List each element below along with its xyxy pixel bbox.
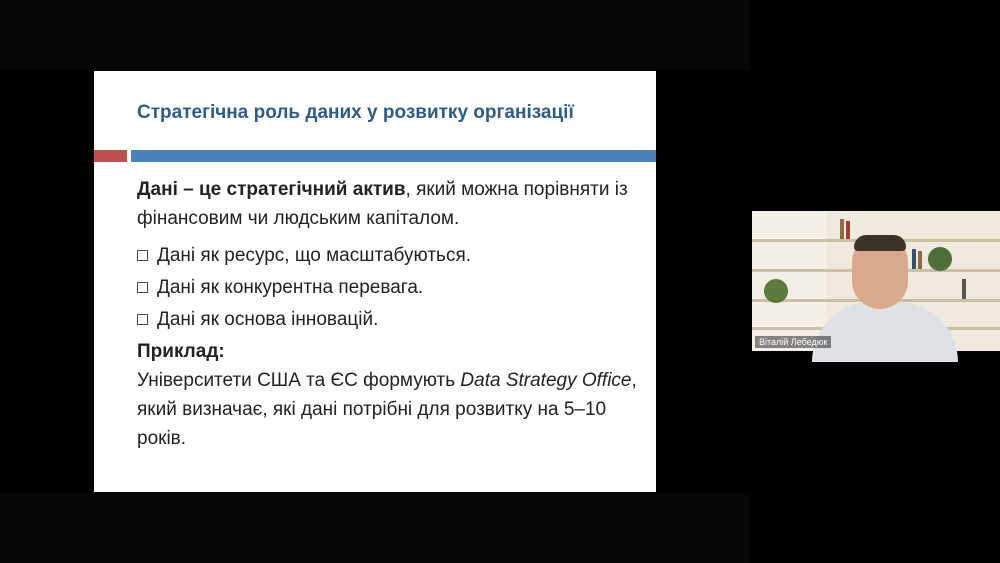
bullet-list (137, 239, 647, 335)
participant-hair (854, 235, 906, 251)
slide-title: Стратегічна роль даних у розвитку організації (137, 102, 574, 123)
example-paragraph (137, 366, 647, 453)
plant (764, 279, 788, 303)
square-bullet-icon (137, 314, 148, 325)
title-accent-bar-blue (131, 150, 656, 162)
intro-rest-text: , який можна порівняти із фінансовим чи людським капіталом. (137, 179, 628, 229)
book (912, 249, 916, 269)
bullet-item (137, 271, 647, 303)
intro-paragraph (137, 175, 647, 233)
participant-name-label: Віталій Лебедюк (755, 336, 831, 348)
example-label: Приклад: (137, 341, 225, 362)
intro-strong-text: Дані – це стратегічний актив (137, 179, 406, 200)
book (962, 279, 966, 299)
example-text-after: , який визначає, які дані потрібні для розвитку на 5–10 років. (137, 370, 637, 449)
square-bullet-icon (137, 282, 148, 293)
book (840, 219, 844, 239)
example-italic-term: Data Strategy Office (460, 370, 632, 391)
bullet-text: Дані як ресурс, що масштабуються. (157, 244, 472, 266)
book (918, 251, 922, 269)
book (846, 221, 850, 239)
bullet-text: Дані як конкурентна перевага. (157, 276, 424, 298)
plant (928, 247, 952, 271)
title-accent-bar-red (94, 150, 127, 162)
slide-body (137, 175, 647, 453)
bullet-text: Дані як основа інновацій. (157, 308, 379, 330)
example-text-before: Університети США та ЄС формують (137, 370, 461, 391)
bullet-item (137, 303, 647, 335)
presentation-slide (94, 71, 656, 492)
bullet-item (137, 239, 647, 271)
square-bullet-icon (137, 250, 148, 261)
